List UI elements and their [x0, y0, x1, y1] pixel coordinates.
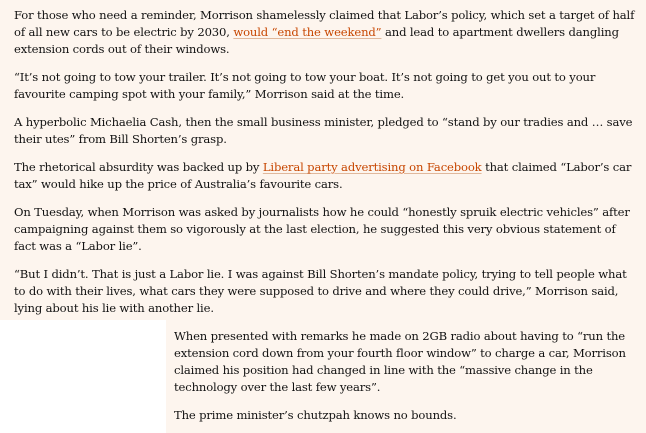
paragraph-tow-quote: “It’s not going to tow your trailer. It’s not going to tow your boat. It’s not going to get you out to your favourite camping spot with your family,” Morrison said at the time.: [14, 70, 596, 101]
paragraph-text: For those who need a reminder, Morrison shamelessly claimed that Labor’s policy, which set a target of half of all new cars to be electric by 2030,: [14, 8, 635, 39]
paragraph-text: The rhetorical absurdity was backed up by: [14, 160, 263, 174]
paragraph-reminder: [14, 7, 636, 58]
paragraph-labor-lie-quote: “But I didn’t. That is just a Labor lie. I was against Bill Shorten’s mandate policy, trying to tell people what to do with their lives, what cars they were supposed to drive and where they could drive,” Morrison said, lying about his lie with another lie.: [14, 267, 627, 315]
end-the-weekend-link[interactable]: would “end the weekend”: [233, 25, 382, 39]
paragraph-advertising: [14, 159, 636, 193]
paragraph-tuesday: On Tuesday, when Morrison was asked by journalists how he could “honestly spruik electric vehicles” after campaigning against them so vigorously at the last election, he suggested this very obvious statement of fact was a “Labor lie”.: [14, 205, 630, 253]
facebook-advertising-link[interactable]: Liberal party advertising on Facebook: [262, 160, 482, 174]
paragraph-chutzpah: The prime minister’s chutzpah knows no bounds.: [174, 408, 457, 422]
paragraph-cash: A hyperbolic Michaelia Cash, then the small business minister, pledged to “stand by our tradies and … save their utes” from Bill Shorten’s grasp.: [14, 115, 633, 146]
left-gutter: [0, 320, 166, 433]
paragraph-text: and lead to apartment dwellers dangling extension cords out of their windows.: [14, 25, 619, 56]
paragraph-text: that claimed “Labor’s car tax” would hike up the price of Australia’s favourite cars.: [14, 160, 632, 191]
paragraph-2gb-radio: When presented with remarks he made on 2GB radio about having to “run the extension cord down from your fourth floor window” to charge a car, Morrison claimed his position had changed in line with the “massive change in the technology over the last few years”.: [174, 329, 626, 394]
